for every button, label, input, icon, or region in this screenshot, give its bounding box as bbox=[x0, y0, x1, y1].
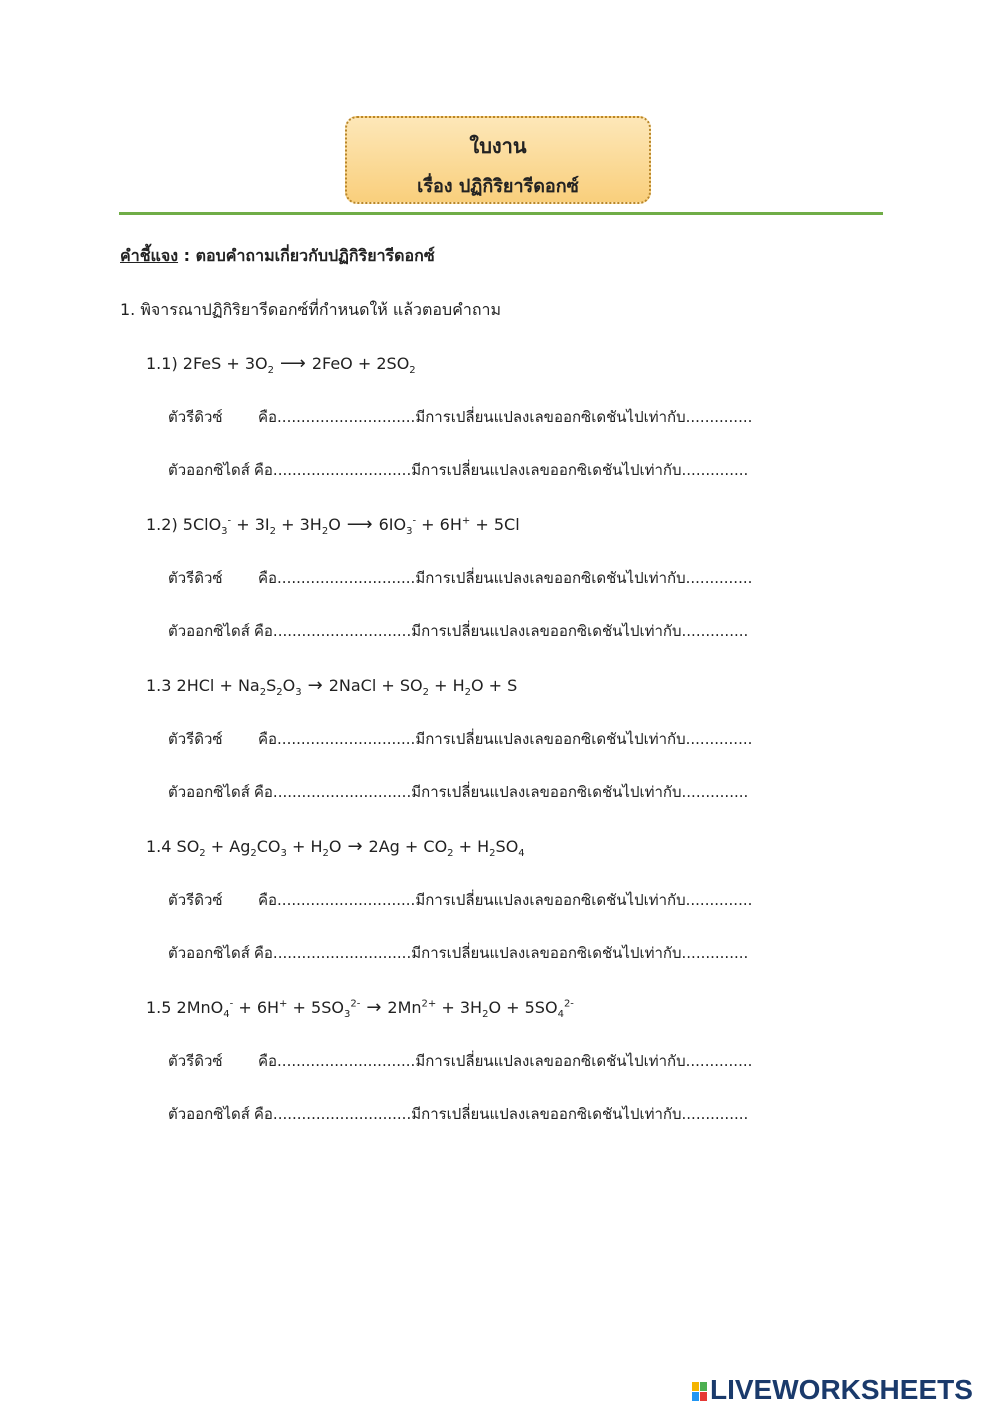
answer-row-reductant[interactable]: ตัวรีดิวซ์ คือ.............................มีการเปลี่ยนแปลงเลขออกซิเดชันไปเท่ากับ.............. bbox=[168, 891, 753, 909]
answer-row-oxidant[interactable]: ตัวออกซิไดส์ คือ.............................มีการเปลี่ยนแปลงเลขออกซิเดชันไปเท่ากับ.............. bbox=[168, 1105, 749, 1123]
answer-row-reductant[interactable]: ตัวรีดิวซ์ คือ.............................มีการเปลี่ยนแปลงเลขออกซิเดชันไปเท่ากับ.............. bbox=[168, 730, 753, 748]
liveworksheets-logo bbox=[692, 1374, 992, 1408]
answer-row-reductant[interactable]: ตัวรีดิวซ์ คือ.............................มีการเปลี่ยนแปลงเลขออกซิเดชันไปเท่ากับ.............. bbox=[168, 1052, 753, 1070]
instruction-label: คำชี้แจง bbox=[120, 246, 179, 265]
header-divider bbox=[119, 212, 883, 215]
liveworksheets-wordmark: LIVEWORKSHEETS bbox=[710, 1374, 973, 1405]
worksheet-title: ใบงาน bbox=[469, 134, 527, 158]
instruction bbox=[120, 244, 435, 269]
question-1: 1. พิจารณาปฏิกิริยารีดอกซ์ที่กำหนดให้ แล้วตอบคำถาม bbox=[120, 300, 502, 319]
answer-row-oxidant[interactable]: ตัวออกซิไดส์ คือ.............................มีการเปลี่ยนแปลงเลขออกซิเดชันไปเท่ากับ.............. bbox=[168, 622, 749, 640]
instruction-text: : ตอบคำถามเกี่ยวกับปฏิกิริยารีดอกซ์ bbox=[178, 246, 435, 265]
answer-row-oxidant[interactable]: ตัวออกซิไดส์ คือ.............................มีการเปลี่ยนแปลงเลขออกซิเดชันไปเท่ากับ.............. bbox=[168, 944, 749, 962]
equation-1-2: 1.2) $5ClO_3^- + 3I_2 + 3H_2O$ ⟶ $6IO_3^- + 6H^+ + 5Cl$ bbox=[146, 514, 520, 538]
equation-1-3: 1.3 $2HCl + Na_2S_2O_3$ → 2NaCl + $SO_2 + H_2O + S$ bbox=[146, 675, 518, 699]
equation-1-1: 1.1) $2FeS + 3O_2$ ⟶ $2FeO + 2SO_2$ bbox=[146, 353, 416, 377]
title-box bbox=[345, 116, 651, 204]
equation-1-4: 1.4 $SO_2 + Ag_2CO_3 + H_2O \to 2Ag + CO_2 + H_2SO_4$ bbox=[146, 836, 525, 860]
liveworksheets-icon bbox=[692, 1382, 708, 1402]
answer-row-reductant[interactable]: ตัวรีดิวซ์ คือ.............................มีการเปลี่ยนแปลงเลขออกซิเดชันไปเท่ากับ.............. bbox=[168, 569, 753, 587]
answer-row-oxidant[interactable]: ตัวออกซิไดส์ คือ.............................มีการเปลี่ยนแปลงเลขออกซิเดชันไปเท่ากับ.............. bbox=[168, 461, 749, 479]
answer-row-oxidant[interactable]: ตัวออกซิไดส์ คือ.............................มีการเปลี่ยนแปลงเลขออกซิเดชันไปเท่ากับ.............. bbox=[168, 783, 749, 801]
worksheet-subtitle: เรื่อง ปฏิกิริยารีดอกซ์ bbox=[417, 176, 579, 197]
answer-row-reductant[interactable]: ตัวรีดิวซ์ คือ.............................มีการเปลี่ยนแปลงเลขออกซิเดชันไปเท่ากับ.............. bbox=[168, 408, 753, 426]
equation-1-5: 1.5 $2MnO_4^- + 6H^+ + 5SO_3^{2-} \to 2Mn^{2+} + 3H_2O + 5SO_4^{2-}$ bbox=[146, 997, 574, 1021]
